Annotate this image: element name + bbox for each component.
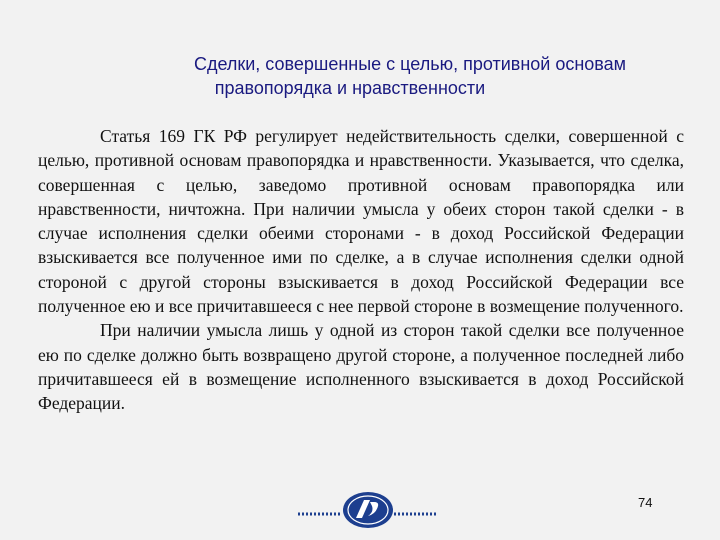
slide-body bbox=[38, 124, 684, 416]
slide-title bbox=[60, 52, 720, 100]
emblem-logo-icon bbox=[298, 490, 438, 530]
slide-title-line-1: Сделки, совершенные с целью, противной основам bbox=[193, 54, 627, 74]
paragraph-2: При наличии умысла лишь у одной из сторон такой сделки все полученное ею по сделке должно быть возвращено другой стороне, а полученное последней либо причитавшееся ей в возмещение исполненного взыскивается в доход Российской Федерации. bbox=[38, 320, 684, 414]
paragraph-1: Статья 169 ГК РФ регулирует недействительность сделки, совершенной с целью, противной основам правопорядка и нравственности. Указывается, что сделка, совершенная с целью, заведомо противной основам правопорядка или нравственности, ничтожна. При наличии умысла у обеих сторон такой сделки - в случае исполнения сделки обеими сторонами - в доход Российской Федерации взыскивается все полученное ими по сделке, а в случае исполнения сделки одной стороной с другой стороны взыскивается в доход Российской Федерации все полученное ею и все причитавшееся с нее первой стороне в возмещение полученного. bbox=[38, 126, 684, 317]
page-number: 74 bbox=[638, 495, 653, 510]
slide-title-line-2: правопорядка и нравственности bbox=[214, 78, 486, 98]
